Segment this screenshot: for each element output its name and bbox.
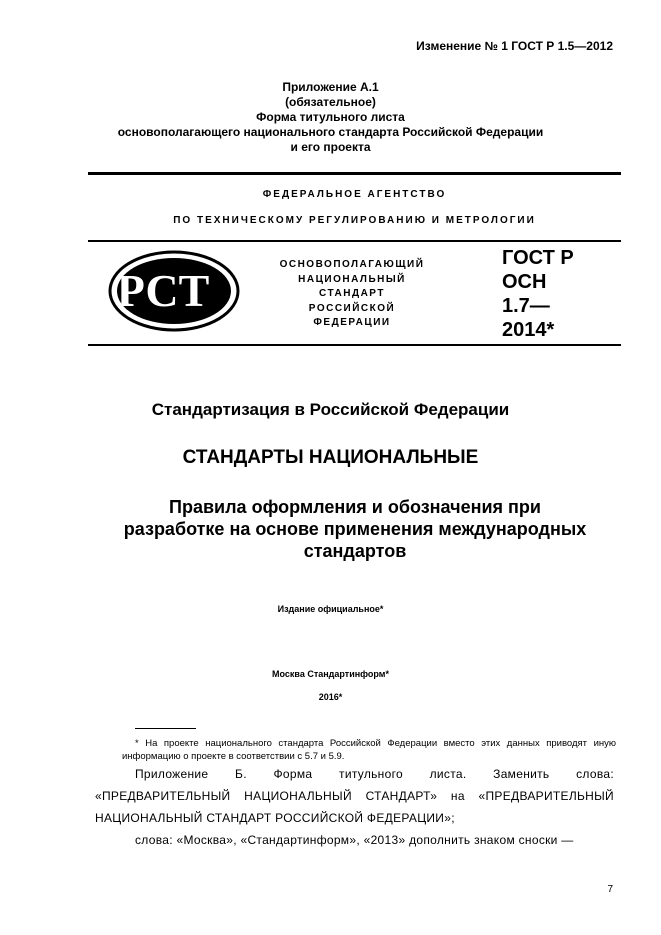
designation-line2: ОСН [502,271,547,293]
document-name-line3: стандартов [303,541,407,561]
body-paragraph-2: слова: «Москва», «Стандартинформ», «2013» дополнить знаком сноски — [135,833,574,847]
year: 2016* [318,692,343,702]
logo-text: РСТ [116,265,210,316]
middle-rule [88,240,621,242]
document-name-line2: разработке на основе применения международных [123,519,587,539]
top-rule [88,172,621,175]
body-paragraph-1: Приложение Б. Форма титульного листа. Заменить слова: «ПРЕДВАРИТЕЛЬНЫЙ НАЦИОНАЛЬНЫЙ СТАНДАРТ» на «ПРЕДВАРИТЕЛЬНЫЙ НАЦИОНАЛЬНЫЙ СТАНДАРТ РОССИЙСКОЙ ФЕДЕРАЦИИ»; [95,767,614,825]
standard-type-line1: ОСНОВОПОЛАГАЮЩИЙ [279,259,425,270]
amendment-reference: Изменение № 1 ГОСТ Р 1.5—2012 [416,39,613,53]
standard-type-line3: СТАНДАРТ [319,288,385,299]
footnote-separator [135,728,196,729]
group-title: СТАНДАРТЫ НАЦИОНАЛЬНЫЕ [182,447,479,468]
series-title: Стандартизация в Российской Федерации [151,400,510,419]
document-name [70,496,640,562]
standard-designation [502,246,574,342]
standard-type-line2: НАЦИОНАЛЬНЫЙ [298,273,406,285]
standard-type-line4: РОССИЙСКОЙ [308,302,396,314]
designation-line4: 2014* [502,319,555,341]
agency-line2: ПО ТЕХНИЧЕСКОМУ РЕГУЛИРОВАНИЮ И МЕТРОЛОГИИ [173,215,536,226]
designation-line3: 1.7— [502,295,550,317]
publisher: Москва Стандартинформ* [272,669,389,679]
standard-type [262,258,442,331]
agency-line1: ФЕДЕРАЛЬНОЕ АГЕНТСТВО [262,189,447,200]
page-number: 7 [607,884,613,895]
rst-logo-icon [108,250,240,332]
annex-subtitle-line1: Форма титульного листа [256,110,405,124]
annex-subtitle-line3: и его проекта [290,140,371,154]
edition-note: Издание официальное* [277,604,384,614]
document-name-line1: Правила оформления и обозначения при [169,497,541,517]
annex-title: Приложение А.1 [282,80,379,94]
annex-heading [0,80,661,155]
standard-type-line5: ФЕДЕРАЦИИ [313,317,391,328]
bottom-rule [88,344,621,346]
designation-line1: ГОСТ Р [502,247,574,269]
footnote: * На проекте национального стандарта Российской Федерации вместо этих данных приводят иную информацию о проекте в соответствии с 5.7 и 5.9. [122,738,616,762]
annex-status: (обязательное) [285,95,376,109]
annex-subtitle-line2: основополагающего национального стандарта Российской Федерации [117,125,544,139]
